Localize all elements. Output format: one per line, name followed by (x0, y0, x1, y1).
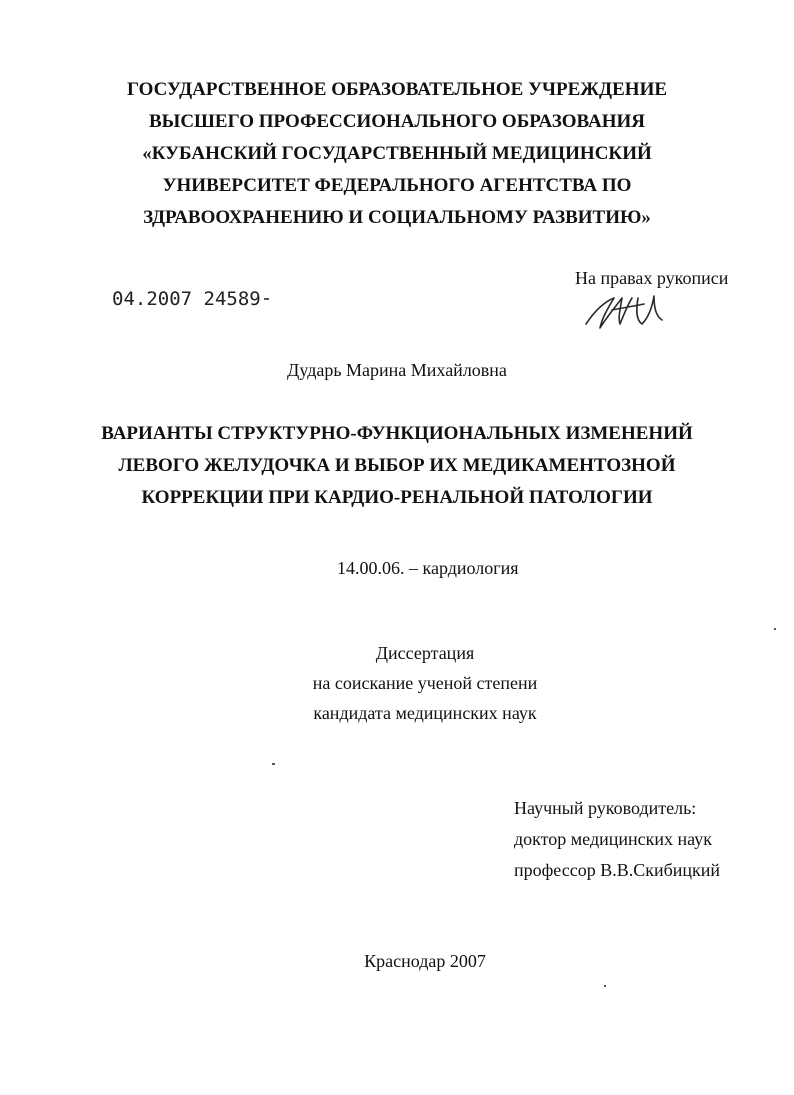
degree-line: Диссертация (375, 643, 475, 663)
institution-name (0, 74, 794, 234)
title-line: ВАРИАНТЫ СТРУКТУРНО-ФУНКЦИОНАЛЬНЫХ ИЗМЕНЕНИЙ (101, 423, 693, 444)
handwritten-signature (582, 284, 672, 334)
degree-line: на соискание ученой степени (312, 673, 538, 693)
scan-speck (272, 763, 275, 765)
supervisor-line: Научный руководитель: (514, 798, 697, 818)
supervisor-line: профессор В.В.Скибицкий (514, 860, 721, 880)
institution-line: ГОСУДАРСТВЕННОЕ ОБРАЗОВАТЕЛЬНОЕ УЧРЕЖДЕНИЕ (126, 79, 668, 100)
rights-note: На правах рукописи (575, 268, 729, 288)
scan-speck (604, 985, 606, 987)
degree-line: кандидата медицинских наук (313, 703, 537, 723)
city-year: Краснодар 2007 (364, 951, 486, 971)
author-name: Дударь Марина Михайловна (287, 360, 507, 380)
supervisor-line: доктор медицинских наук (514, 829, 712, 849)
degree-statement (0, 638, 794, 728)
title-line: КОРРЕКЦИИ ПРИ КАРДИО-РЕНАЛЬНОЙ ПАТОЛОГИИ (141, 487, 653, 508)
dissertation-title (0, 418, 794, 514)
institution-line: «КУБАНСКИЙ ГОСУДАРСТВЕННЫЙ МЕДИЦИНСКИЙ (142, 143, 652, 164)
scan-speck (264, 298, 269, 300)
registration-stamp-number: 04.2007 24589 (112, 288, 261, 310)
supervisor-block (514, 793, 720, 886)
institution-line: ВЫСШЕГО ПРОФЕССИОНАЛЬНОГО ОБРАЗОВАНИЯ (149, 111, 645, 132)
specialty-code: 14.00.06. – кардиология (337, 558, 519, 578)
institution-line: УНИВЕРСИТЕТ ФЕДЕРАЛЬНОГО АГЕНТСТВА ПО (162, 175, 632, 196)
institution-line: ЗДРАВООХРАНЕНИЮ И СОЦИАЛЬНОМУ РАЗВИТИЮ» (143, 207, 651, 228)
scan-speck (774, 628, 776, 630)
title-line: ЛЕВОГО ЖЕЛУДОЧКА И ВЫБОР ИХ МЕДИКАМЕНТОЗНОЙ (118, 455, 676, 476)
